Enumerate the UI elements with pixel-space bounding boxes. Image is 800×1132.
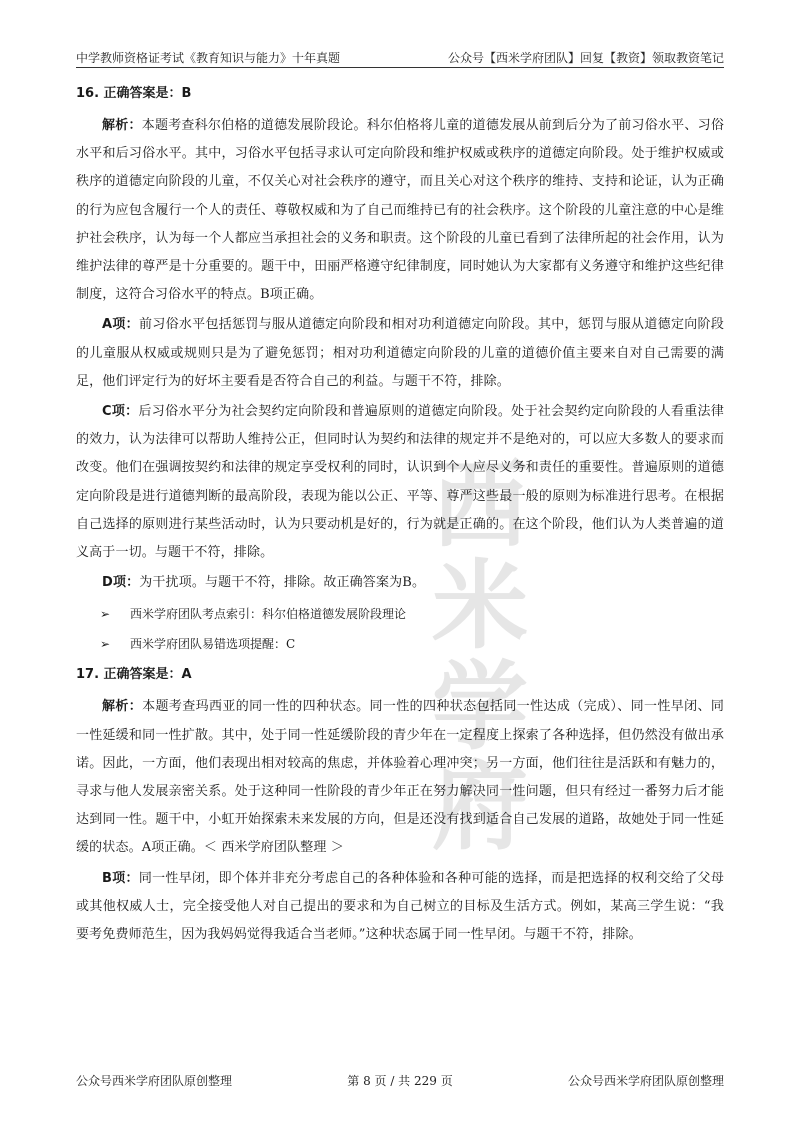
footer-right: 公众号西米学府团队原创整理 xyxy=(567,1074,724,1088)
page-header xyxy=(76,44,724,66)
header-right-note: 公众号【西米学府团队】回复【教资】领取教资笔记 xyxy=(447,51,724,65)
q16-option-c-text: 后习俗水平分为社会契约定向阶段和普遍原则的道德定向阶段。处于社会契约定向阶段的人看重法律的效力，认为法律可以帮助人维持公正，但同时认为契约和法律的规定并不是绝对的，可以应大多数人的要求而改变。他们在强调按契约和法律的规定享受权利的同时，认识到个人应尽义务和责任的重要性。普遍原则的道德定向阶段是进行道德判断的最高阶段，表现为能以公正、平等、尊严这些最一般的原则为标准进行思考。在根据自己选择的原则进行某些活动时，认为只要动机是好的，行为就是正确的。在这个阶段，他们认为人类普遍的道义高于一切。与题干不符，排除。 xyxy=(76,404,724,561)
arrow-bullet-icon: ➢ xyxy=(100,607,111,622)
q17-option-b-text: 同一性早闭，即个体并非充分考虑自己的各种体验和各种可能的选择，而是把选择的权利交给了父母或其他权威人士，完全接受他人对自己提出的要求和为自己树立的目标及生活方式。例如，某高三学生说：“我要考免费师范生，因为我妈妈觉得我适合当老师。”这种状态属于同一性早闭。与题干不符，排除。 xyxy=(76,870,725,943)
question-16-heading: 16. 正确答案是：B xyxy=(76,86,192,101)
footer-left: 公众号西米学府团队原创整理 xyxy=(76,1074,233,1088)
q16-analysis-text: 本题考查科尔伯格的道德发展阶段论。科尔伯格将儿童的道德发展从前到后分为了前习俗水平、习俗水平和后习俗水平。其中，习俗水平包括寻求认可定向阶段和维护权威或秩序的道德定向阶段。处于维护权威或秩序的道德定向阶段的儿童，不仅关心对社会秩序的遵守，而且关心对这个秩序的维持、支持和论证，认为正确的行为应包含履行一个人的责任、尊敬权威和为了自己而维持已有的社会秩序。这个阶段的儿童注意的中心是维护社会秩序，认为每一个人都应当承担社会的义务和职责。这个阶段的儿童已看到了法律所起的社会作用，认为维护法律的尊严是十分重要的。题干中，田丽严格遵守纪律制度，同时她认为大家都有义务遵守和维护这些纪律制度，这符合习俗水平的特点。B项正确。 xyxy=(76,118,724,303)
q16-key-point-text: 西米学府团队考点索引：科尔伯格道德发展阶段理论 xyxy=(130,607,407,622)
page-footer xyxy=(76,1072,724,1092)
arrow-bullet-icon: ➢ xyxy=(100,637,111,652)
header-left-title: 中学教师资格证考试《教育知识与能力》十年真题 xyxy=(76,51,341,65)
header-divider xyxy=(76,67,724,68)
q16-option-c xyxy=(76,398,724,567)
q17-analysis xyxy=(76,693,724,862)
watermark: 西米学府 xyxy=(432,449,528,864)
q17-analysis-lead: 解析： xyxy=(102,699,143,715)
question-17-heading: 17. 正确答案是：A xyxy=(76,667,192,683)
q16-option-a-text: 前习俗水平包括惩罚与服从道德定向阶段和相对功利道德定向阶段。其中，惩罚与服从道德定向阶段的儿童服从权威或规则只是为了避免惩罚；相对功利道德定向阶段的儿童的道德价值主要来自对自己需要的满足，他们评定行为的好坏主要看是否符合自己的利益。与题干不符，排除。 xyxy=(76,317,724,389)
q17-option-b xyxy=(76,865,724,950)
q16-option-a-lead: A项： xyxy=(102,317,139,333)
q16-analysis-lead: 解析： xyxy=(102,118,142,133)
page-body xyxy=(76,78,724,951)
q16-analysis xyxy=(76,112,724,309)
q17-analysis-text: 本题考查玛西亚的同一性的四种状态。同一性的四种状态包括同一性达成（完成）、同一性早闭、同一性延缓和同一性扩散。其中，处于同一性延缓阶段的青少年在一定程度上探索了各种选择，但仍然没有做出承诺。因此，一方面，他们表现出相对较高的焦虑，并体验着心理冲突；另一方面，他们往往是活跃和有魅力的，寻求与他人发展亲密关系。处于这种同一性阶段的青少年正在努力解决同一性问题，但只有经过一番努力后才能达到同一性。题干中，小虹开始探索未来发展的方向，但是还没有找到适合自己发展的道路，故她处于同一性延缓的状态。A项正确。＜ 西米学府团队整理 ＞ xyxy=(76,699,724,856)
q16-error-reminder-text: 西米学府团队易错选项提醒：C xyxy=(130,637,296,652)
q17-option-b-lead: B项： xyxy=(102,870,139,886)
q16-option-d-lead: D项： xyxy=(102,575,140,591)
q16-option-d-text: 为干扰项。与题干不符，排除。故正确答案为B。 xyxy=(139,575,426,591)
q16-error-reminder xyxy=(76,629,724,659)
q16-option-c-lead: C项： xyxy=(102,404,139,420)
q16-key-point xyxy=(76,599,724,629)
q16-option-a xyxy=(76,311,724,396)
page-number: 第 8 页 / 共 229 页 xyxy=(347,1074,453,1088)
q16-option-d xyxy=(76,569,724,597)
